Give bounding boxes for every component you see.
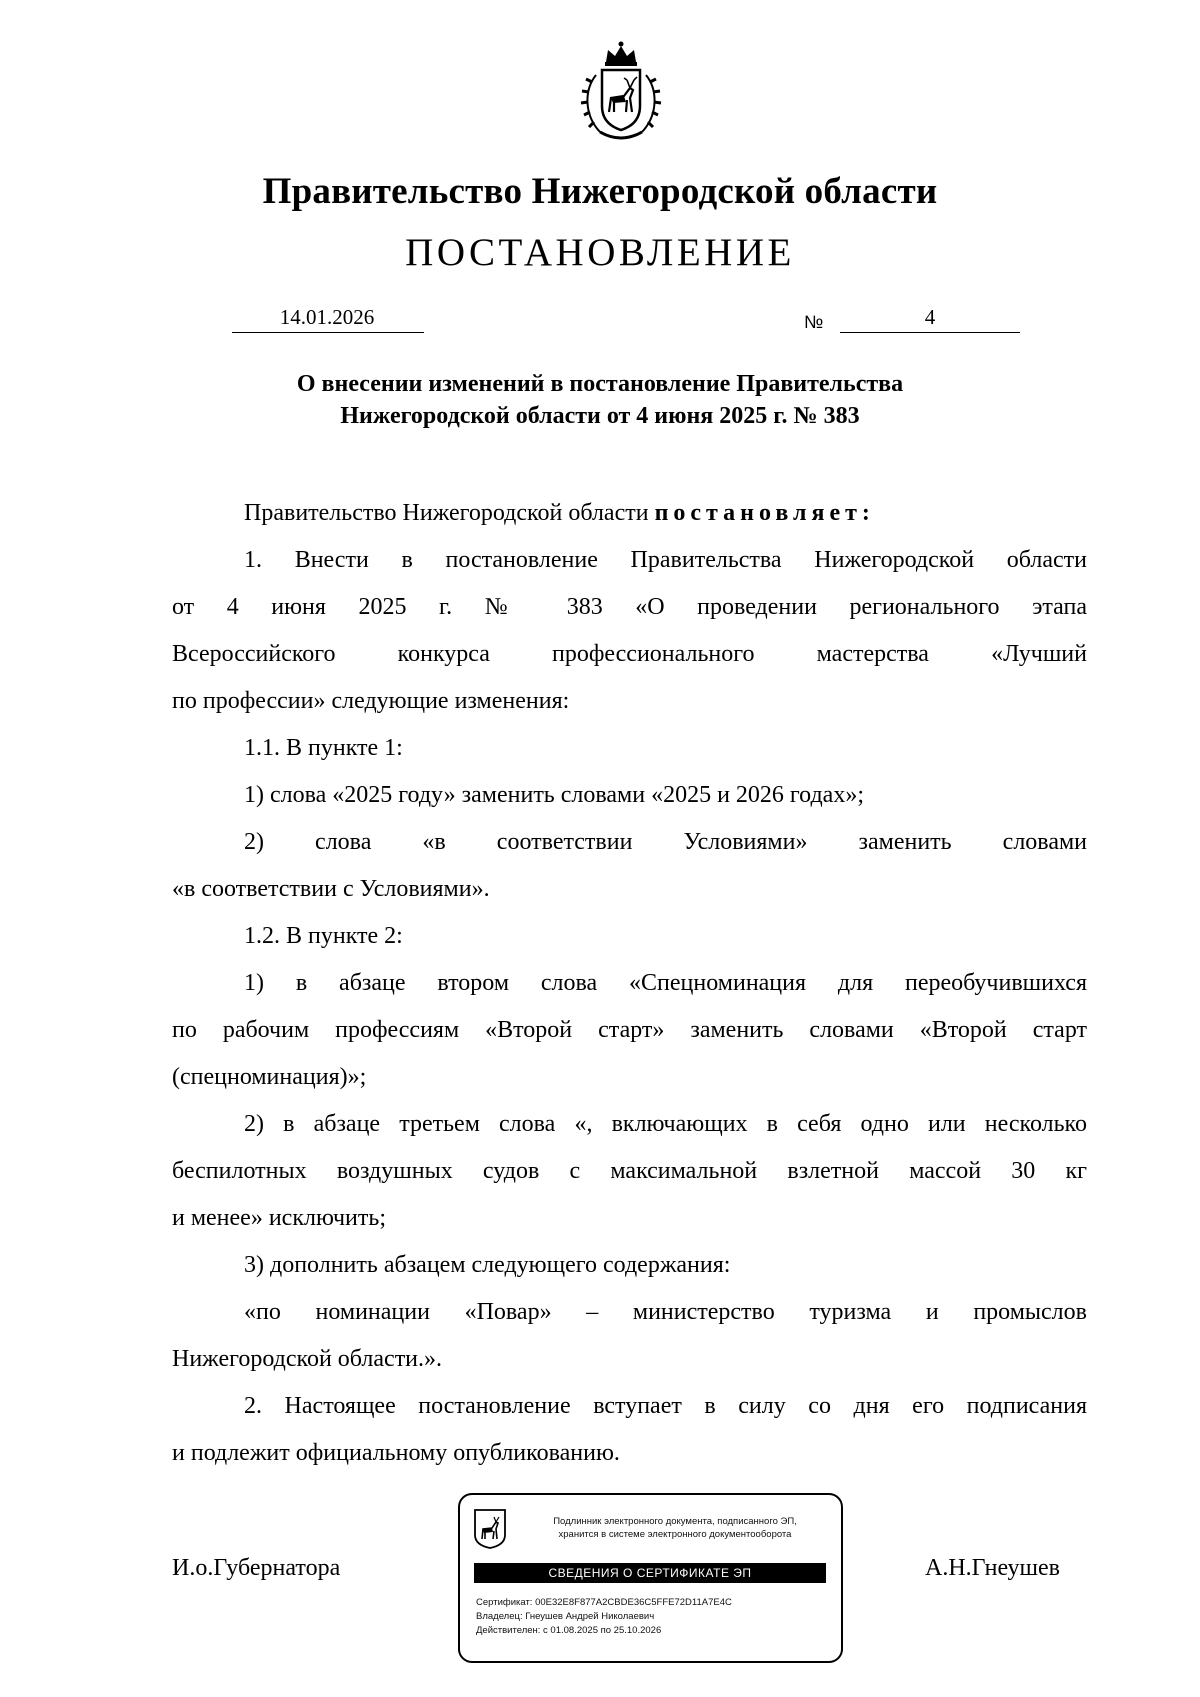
deer-emblem-icon xyxy=(474,1509,506,1549)
certificate-id: Сертификат: 00E32E8F877A2CBDE36C5FFE72D11A7E4C xyxy=(476,1597,732,1608)
government-title: Правительство Нижегородской области xyxy=(262,171,938,212)
paragraph-line: 1) в абзаце втором слова «Спецноминация для переобучившихся xyxy=(244,970,1087,996)
certificate-validity: Действителен: с 01.08.2025 по 25.10.2026 xyxy=(476,1625,662,1636)
stamp-note xyxy=(520,1515,830,1541)
paragraph-line: 1. Внести в постановление Правительства Нижегородской области xyxy=(244,547,1087,573)
number-sign: № xyxy=(804,312,824,332)
signatory-position: И.о.Губернатора xyxy=(172,1555,341,1581)
stamp-note-line: хранится в системе электронного документооборота xyxy=(558,1529,792,1540)
paragraph-line: (спецноминация)»; xyxy=(172,1064,367,1090)
certificate-header-bar: СВЕДЕНИЯ О СЕРТИФИКАТЕ ЭП xyxy=(474,1563,826,1583)
paragraph-line: 3) дополнить абзацем следующего содержания: xyxy=(244,1252,731,1278)
stamp-note-line: Подлинник электронного документа, подписанного ЭП, xyxy=(553,1516,797,1527)
paragraph-line: «по номинации «Повар» – министерство туризма и промыслов xyxy=(244,1299,1087,1325)
paragraph-line: 1.1. В пункте 1: xyxy=(244,735,403,761)
paragraph-line: «в соответствии с Условиями». xyxy=(172,876,490,902)
document-number: 4 xyxy=(924,305,936,329)
preamble-action: постановляет: xyxy=(654,500,875,526)
signatory-name: А.Н.Гнеушев xyxy=(925,1555,1060,1581)
number-underline xyxy=(840,332,1020,333)
paragraph-line: Всероссийского конкурса профессионального мастерства «Лучший xyxy=(172,641,1087,667)
paragraph-line: по профессии» следующие изменения: xyxy=(172,688,570,714)
document-body xyxy=(172,490,1087,1477)
paragraph-line: 2) слова «в соответствии Условиями» заменить словами xyxy=(244,829,1087,855)
paragraph-line: 2. Настоящее постановление вступает в силу со дня его подписания xyxy=(244,1393,1087,1419)
paragraph-line: и подлежит официальному опубликованию. xyxy=(172,1440,620,1466)
certificate-owner: Владелец: Гнеушев Андрей Николаевич xyxy=(476,1611,655,1622)
paragraph-line: 1) слова «2025 году» заменить словами «2025 и 2026 годах»; xyxy=(244,782,865,808)
document-date: 14.01.2026 xyxy=(279,305,375,329)
subject-line: О внесении изменений в постановление Правительства xyxy=(296,371,904,397)
date-underline xyxy=(232,332,424,333)
document-type: ПОСТАНОВЛЕНИЕ xyxy=(405,231,795,274)
paragraph-line: по рабочим профессиям «Второй старт» заменить словами «Второй старт xyxy=(172,1017,1087,1043)
subject-line: Нижегородской области от 4 июня 2025 г. № 383 xyxy=(340,403,860,429)
paragraph-line: 2) в абзаце третьем слова «, включающих в себя одно или несколько xyxy=(244,1111,1087,1137)
paragraph-line: и менее» исключить; xyxy=(172,1205,386,1231)
paragraph-line: беспилотных воздушных судов с максимальной взлетной массой 30 кг xyxy=(172,1158,1087,1184)
document-subject xyxy=(0,368,1200,432)
paragraph-line: 1.2. В пункте 2: xyxy=(244,923,403,949)
preamble-text: Правительство Нижегородской области xyxy=(244,500,655,526)
preamble xyxy=(172,490,1087,537)
coat-of-arms-emblem xyxy=(578,40,664,146)
paragraph-line: Нижегородской области.». xyxy=(172,1346,443,1372)
electronic-signature-stamp xyxy=(458,1493,843,1663)
paragraph-line: от 4 июня 2025 г. № 383 «О проведении регионального этапа xyxy=(172,594,1087,620)
